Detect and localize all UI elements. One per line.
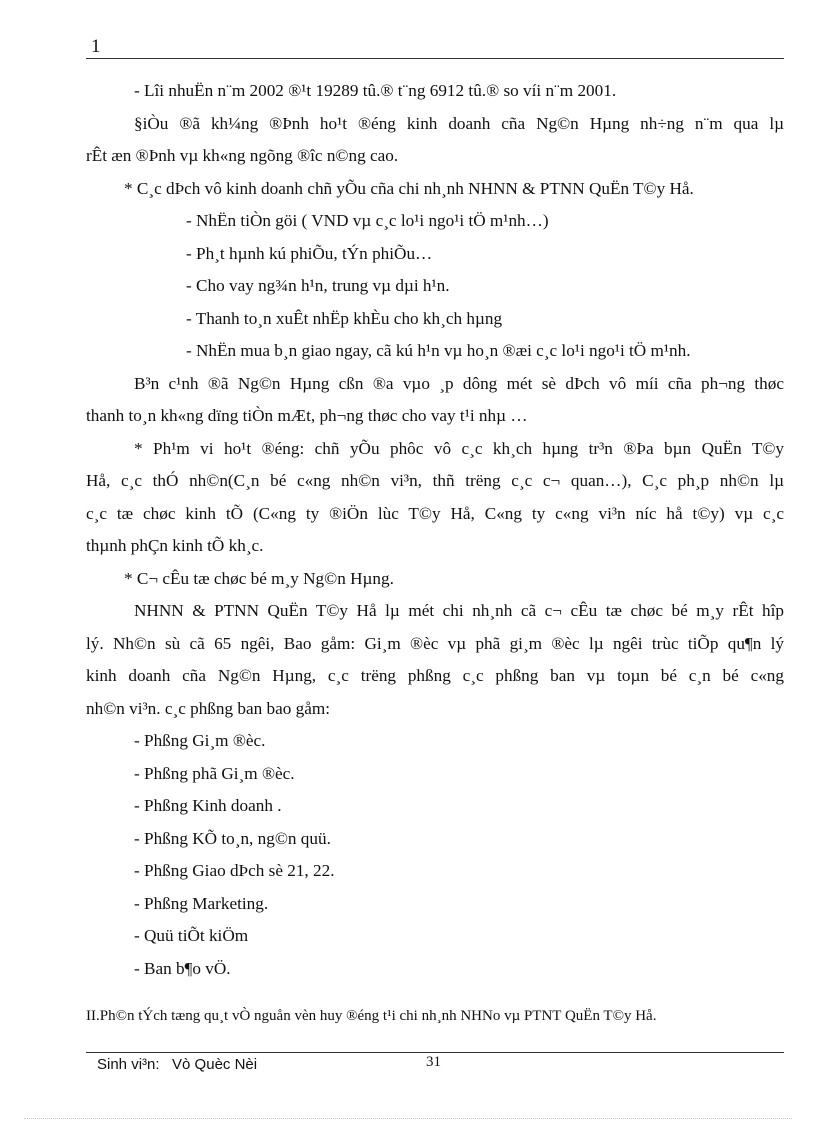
list-item: - Cho vay ng¾n h¹n, trung vµ dµi h¹n. bbox=[186, 276, 450, 295]
section-heading-line: * C¸c dÞch vô kinh doanh chñ yÕu cña chi nh¸nh NHNN & PTNN QuËn T©y Hå. bbox=[124, 178, 694, 198]
list-item: - NhËn mua b¸n giao ngay, cã kú h¹n vµ ho¸n ®æi c¸c lo¹i ngo¹i tÖ m¹nh. bbox=[186, 341, 691, 360]
author-label: Sinh vi³n: bbox=[97, 1056, 160, 1073]
footer-rule bbox=[86, 1052, 784, 1053]
list-item: - Ban b¶o vÖ. bbox=[134, 958, 231, 978]
footer-author bbox=[97, 1056, 257, 1073]
list-item: - Phßng Giao dÞch sè 21, 22. bbox=[134, 861, 335, 880]
paragraph-line: * Ph¹m vi ho¹t ®éng: chñ yÕu phôc vô c¸c kh¸ch hµng tr³n ®Þa bµn QuËn T©y bbox=[134, 438, 784, 458]
page-edge-divider bbox=[24, 1118, 792, 1119]
paragraph-line: thanh to¸n kh«ng dïng tiÒn mÆt, ph¬ng thøc cho vay t¹i nhµ … bbox=[86, 406, 528, 425]
paragraph-line: NHNN & PTNN QuËn T©y Hå lµ mét chi nh¸nh cã c¬ cÊu tæ chøc bé m¸y rÊt hîp bbox=[134, 601, 784, 620]
paragraph-line: thµnh phÇn kinh tÕ kh¸c. bbox=[86, 536, 264, 555]
header-rule bbox=[86, 58, 784, 59]
paragraph-line: c¸c tæ chøc kinh tÕ (C«ng ty ®iÖn lùc T©y Hå, C«ng ty c«ng vi³n níc hå t©y) vµ c¸c bbox=[86, 503, 784, 523]
list-item: - Phßng Gi¸m ®èc. bbox=[134, 731, 266, 750]
paragraph-line: kinh doanh cña Ng©n Hµng, c¸c trëng phßng c¸c phßng ban vµ toµn bé c¸n bé c«ng bbox=[86, 666, 784, 685]
footer-page-number: 31 bbox=[426, 1054, 441, 1070]
paragraph-line: §iÒu ®ã kh¼ng ®Þnh ho¹t ®éng kinh doanh cña Ng©n Hµng nh÷ng n¨m qua lµ bbox=[134, 113, 784, 133]
body-text bbox=[86, 75, 784, 985]
paragraph-line: nh©n vi³n. c¸c phßng ban bao gåm: bbox=[86, 698, 330, 718]
list-item: - Ph¸t hµnh kú phiÕu, tÝn phiÕu… bbox=[186, 243, 433, 263]
paragraph-line: Hå, c¸c thÓ nh©n(C¸n bé c«ng nh©n vi³n, thñ trëng c¸c c¬ quan…), C¸c ph¸p nh©n lµ bbox=[86, 471, 784, 490]
list-item: - Phßng Kinh doanh . bbox=[134, 796, 282, 815]
list-item: - Thanh to¸n xuÊt nhËp khÈu cho kh¸ch hµng bbox=[186, 308, 503, 328]
section-heading: II.Ph©n tÝch tæng qu¸t vÒ nguån vèn huy ®éng t¹i chi nh¸nh NHNo vµ PTNT QuËn T©y Hå. bbox=[86, 1008, 657, 1024]
paragraph-line: rÊt æn ®Þnh vµ kh«ng ngõng ®îc n©ng cao. bbox=[86, 146, 399, 165]
list-item: - NhËn tiÒn göi ( VND vµ c¸c lo¹i ngo¹i tÖ m¹nh…) bbox=[186, 211, 549, 230]
list-item: - Phßng KÕ to¸n, ng©n quü. bbox=[134, 828, 331, 848]
paragraph-line: - Lîi nhuËn n¨m 2002 ®¹t 19289 tû.® t¨ng 6912 tû.® so víi n¨m 2001. bbox=[134, 81, 617, 100]
page-number: 1 bbox=[91, 36, 101, 57]
paragraph-line: lý. Nh©n sù cã 65 ngêi, Bao gåm: Gi¸m ®èc vµ phã gi¸m ®èc lµ ngêi trùc tiÕp qu¶n lý bbox=[86, 633, 784, 653]
paragraph-line: B³n c¹nh ®ã Ng©n Hµng cßn ®a vµo ¸p dông mét sè dÞch vô míi cña ph¬ng thøc bbox=[134, 373, 784, 393]
author-name: Vò Quèc Nèi bbox=[172, 1056, 258, 1073]
list-item: - Phßng phã Gi¸m ®èc. bbox=[134, 763, 295, 783]
section-heading-line: * C¬ cÊu tæ chøc bé m¸y Ng©n Hµng. bbox=[124, 568, 394, 588]
list-item: - Phßng Marketing. bbox=[134, 893, 269, 913]
list-item: - Quü tiÕt kiÖm bbox=[134, 926, 249, 945]
